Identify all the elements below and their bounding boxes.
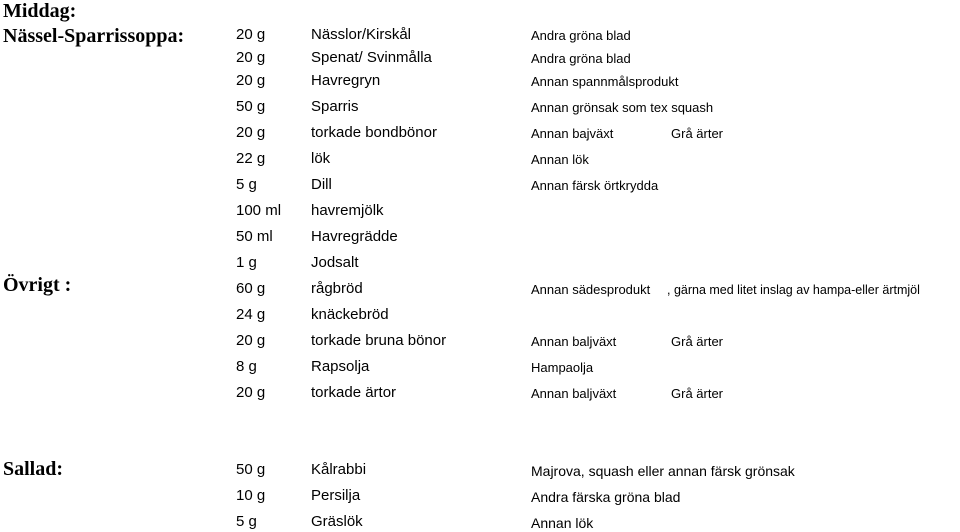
soup-row-5-amount: 20 g [236,124,266,141]
soup-row-7-amount: 5 g [236,176,257,193]
soup-row-5-ingredient: torkade bondbönor [311,124,437,141]
soup-row-9-ingredient: Havregrädde [311,228,398,245]
soup-row-5-alternative: Annan bajväxt [531,126,614,141]
middag-heading: Middag: [3,0,77,22]
ovrigt-row-4-alternative: Hampaolja [531,360,594,375]
soup-row-10-amount: 1 g [236,254,257,271]
soup-row-2-alternative: Andra gröna blad [531,51,631,66]
sallad-row-2-ingredient: Persilja [311,487,361,504]
soup-row-3-amount: 20 g [236,72,266,89]
soup-row-1-ingredient: Nässlor/Kirskål [311,26,412,43]
ovrigt-row-5-alternative2: Grå ärter [671,386,724,401]
soup-row-6-ingredient: lök [311,150,331,167]
sallad-row-2-amount: 10 g [236,487,266,504]
ovrigt-row-1-ingredient: rågbröd [311,280,363,297]
ovrigt-row-5-alternative: Annan baljväxt [531,386,617,401]
ovrigt-row-2-amount: 24 g [236,306,266,323]
soup-row-5-alternative2: Grå ärter [671,126,724,141]
ovrigt-row-4-ingredient: Rapsolja [311,358,370,375]
soup-row-10-ingredient: Jodsalt [311,254,359,271]
sallad-row-1-ingredient: Kålrabbi [311,461,367,478]
soup-row-8-ingredient: havremjölk [311,202,384,219]
soup-row-2-ingredient: Spenat/ Svinmålla [311,49,432,66]
soup-row-4-amount: 50 g [236,98,266,115]
ovrigt-row-1-amount: 60 g [236,280,266,297]
ovrigt-row-1-alternative: Annan sädesprodukt [531,282,651,297]
soup-row-3-alternative: Annan spannmålsprodukt [531,74,679,89]
soup-row-1-amount: 20 g [236,26,266,43]
sallad-row-1-alternative: Majrova, squash eller annan färsk grönsak [531,463,795,479]
soup-row-6-alternative: Annan lök [531,152,589,167]
sallad-row-2-alternative: Andra färska gröna blad [531,489,681,505]
sallad-row-3-alternative: Annan lök [531,515,594,531]
ovrigt-heading: Övrigt : [3,274,72,296]
ovrigt-row-3-ingredient: torkade bruna bönor [311,332,447,349]
soup-row-7-ingredient: Dill [311,176,332,193]
soup-heading: Nässel-Sparrissoppa: [3,25,185,47]
soup-row-9-amount: 50 ml [236,228,273,245]
ovrigt-row-3-alternative2: Grå ärter [671,334,724,349]
ovrigt-row-3-amount: 20 g [236,332,266,349]
ovrigt-row-3-alternative: Annan baljväxt [531,334,617,349]
ovrigt-row-5-amount: 20 g [236,384,266,401]
soup-row-1-alternative: Andra gröna blad [531,28,631,43]
sallad-row-3-ingredient: Gräslök [311,513,363,530]
soup-row-6-amount: 22 g [236,150,266,167]
soup-row-8-amount: 100 ml [236,202,282,219]
ovrigt-row-5-ingredient: torkade ärtor [311,384,397,401]
sallad-heading: Sallad: [3,458,64,480]
sallad-row-1-amount: 50 g [236,461,266,478]
soup-row-4-alternative: Annan grönsak som tex squash [531,100,714,115]
soup-row-4-ingredient: Sparris [311,98,359,115]
soup-row-7-alternative: Annan färsk örtkrydda [531,178,659,193]
ovrigt-row-4-amount: 8 g [236,358,257,375]
soup-row-3-ingredient: Havregryn [311,72,381,89]
ovrigt-row-2-ingredient: knäckebröd [311,306,389,323]
soup-row-2-amount: 20 g [236,49,266,66]
ovrigt-row-1-note: , gärna med litet inslag av hampa-eller ärtmjöl [667,283,920,297]
sallad-row-3-amount: 5 g [236,513,257,530]
